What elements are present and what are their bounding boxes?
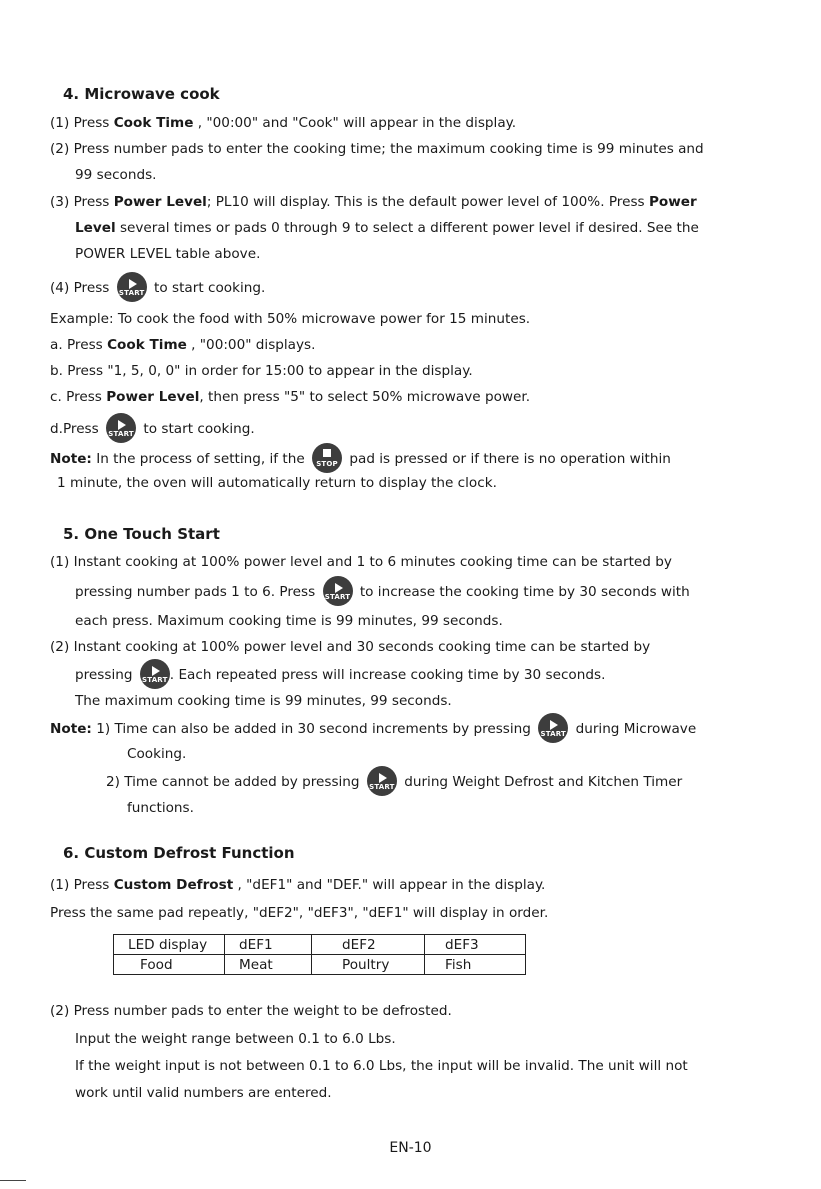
text: a. Press [50,337,108,353]
s4-step-1 [50,114,516,132]
text: ; PL10 will display. This is the default power level of 100%. Press [206,194,649,210]
note-label: Note: [50,721,92,737]
text: 1) Time can also be added in 30 second increments by pressing [91,721,531,737]
table-row [114,955,526,975]
s5-step-1-cont2: each press. Maximum cooking time is 99 minutes, 99 seconds. [75,613,503,629]
text: c. Press [50,389,107,405]
text: (4) Press [50,280,110,296]
custom-defrost-label: Custom Defrost [113,877,234,893]
table-cell: LED display [114,935,225,955]
level-label: Level [75,220,116,236]
s5-note-2 [106,773,682,791]
text: to start cooking. [143,421,255,437]
text: during Microwave [575,721,697,737]
s6-step-2-cont2: If the weight input is not between 0.1 to 6.0 Lbs, the input will be invalid. The unit will not [75,1058,688,1074]
stop-button-icon: STOP [312,443,342,473]
text: . Each repeated press will increase cooking time by 30 seconds. [169,667,606,683]
defrost-table [113,934,526,975]
start-button-icon: START [323,576,353,606]
s4-example: Example: To cook the food with 50% microwave power for 15 minutes. [50,311,531,327]
table-cell: Meat [225,955,312,975]
s4-step-4 [50,279,265,297]
s4-step-2-cont: 99 seconds. [75,167,157,183]
text: , "dEF1" and "DEF." will appear in the display. [233,877,546,893]
text: (1) Press [50,115,114,131]
page-number: EN-10 [389,1140,432,1156]
start-button-icon: START [538,713,568,743]
s4-example-a [50,336,315,354]
section-4-heading: 4. Microwave cook [63,85,220,103]
text: In the process of setting, if the [91,451,305,467]
s6-step-1 [50,876,545,894]
s6-step-2-cont3: work until valid numbers are entered. [75,1085,332,1101]
text: pad is pressed or if there is no operation within [349,451,671,467]
text: (1) Press [50,877,114,893]
text: d.Press [50,421,99,437]
text: , "00:00" displays. [186,337,316,353]
start-button-icon: START [367,766,397,796]
text: , "00:00" and "Cook" will appear in the display. [193,115,517,131]
s4-step-3 [50,193,697,211]
text: to start cooking. [154,280,266,296]
divider [0,1180,26,1181]
section-6-heading: 6. Custom Defrost Function [63,844,295,862]
text: during Weight Defrost and Kitchen Timer [404,774,683,790]
s5-note-1-cont: Cooking. [127,746,187,762]
s5-step-2-cont [75,666,605,684]
section-5-heading: 5. One Touch Start [63,525,220,543]
s5-step-2-cont2: The maximum cooking time is 99 minutes, 99 seconds. [75,693,452,709]
note-label: Note: [50,451,92,467]
s4-step-3-cont [75,219,699,237]
power-label: Power [648,194,697,210]
s4-example-b: b. Press "1, 5, 0, 0" in order for 15:00 to appear in the display. [50,363,473,379]
s4-note-cont: 1 minute, the oven will automatically return to display the clock. [57,475,497,491]
text: 2) Time cannot be added by pressing [106,774,360,790]
start-button-icon: START [140,659,170,689]
s4-step-3-cont2: POWER LEVEL table above. [75,246,261,262]
s6-step-2: (2) Press number pads to enter the weight to be defrosted. [50,1003,452,1019]
s5-note-1 [50,720,696,738]
s5-step-1-cont [75,583,690,601]
s4-example-c [50,388,530,406]
text: pressing number pads 1 to 6. Press [75,584,316,600]
s6-step-1-cont: Press the same pad repeatly, "dEF2", "dEF3", "dEF1" will display in order. [50,905,549,921]
start-button-icon: START [117,272,147,302]
table-cell: dEF3 [425,935,526,955]
power-level-label: Power Level [106,389,200,405]
cook-time-label: Cook Time [113,115,194,131]
s5-step-2: (2) Instant cooking at 100% power level and 30 seconds cooking time can be started by [50,639,651,655]
s4-step-2: (2) Press number pads to enter the cooking time; the maximum cooking time is 99 minutes and [50,141,704,157]
text: (3) Press [50,194,114,210]
table-cell: Poultry [312,955,425,975]
s4-note [50,450,671,468]
text: pressing [75,667,133,683]
table-cell: Fish [425,955,526,975]
text: several times or pads 0 through 9 to select a different power level if desired. See the [115,220,699,236]
text: , then press "5" to select 50% microwave power. [199,389,531,405]
s6-step-2-cont: Input the weight range between 0.1 to 6.0 Lbs. [75,1031,396,1047]
text: to increase the cooking time by 30 seconds with [359,584,690,600]
power-level-label: Power Level [113,194,207,210]
table-cell: Food [114,955,225,975]
table-cell: dEF2 [312,935,425,955]
start-button-icon: START [106,413,136,443]
s5-note-2-cont: functions. [127,800,194,816]
table-row [114,935,526,955]
s5-step-1: (1) Instant cooking at 100% power level and 1 to 6 minutes cooking time can be started by [50,554,672,570]
table-cell: dEF1 [225,935,312,955]
cook-time-label: Cook Time [107,337,187,353]
s4-example-d [50,420,255,438]
